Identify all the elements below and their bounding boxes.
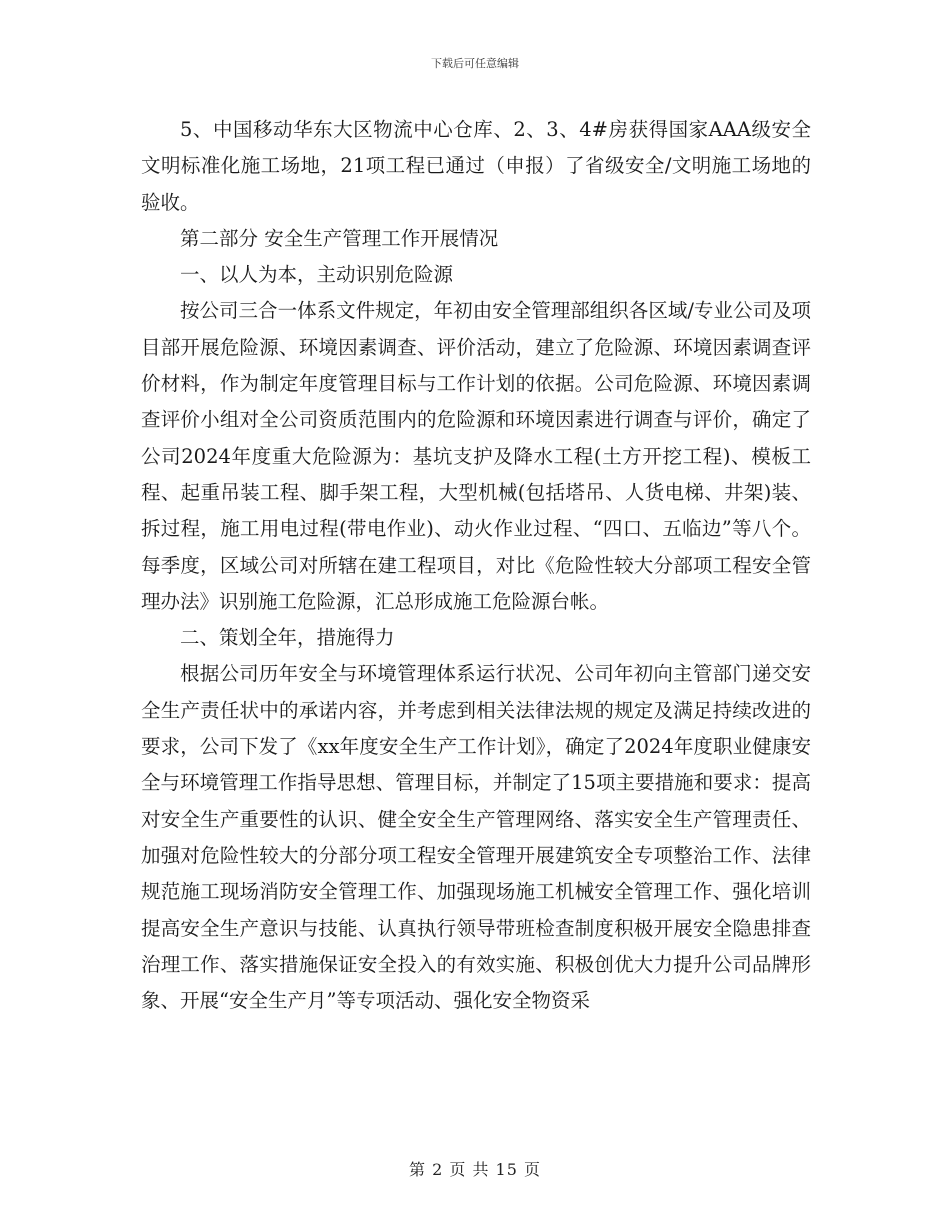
paragraph-hazard-identification: 按公司三合一体系文件规定，年初由安全管理部组织各区域/专业公司及项目部开展危险源、环境因素调查、评价活动，建立了危险源、环境因素调查评价材料，作为制定年度管理目标与工作计划的依据。公司危险源、环境因素调查评价小组对全公司资质范围内的危险源和环境因素进行调查与评价，确定了公司2024年度重大危险源为：基坑支护及降水工程(土方开挖工程)、模板工程、起重吊装工程、脚手架工程，大型机械(包括塔吊、人货电梯、井架)装、拆过程，施工用电过程(带电作业)、动火作业过程、“四口、五临边”等八个。每季度，区域公司对所辖在建工程项目，对比《危险性较大分部项工程安全管理办法》识别施工危险源，汇总形成施工危险源台帐。 <box>141 299 811 613</box>
page-number-footer: 第 2 页 共 15 页 <box>409 1160 541 1179</box>
section-2-heading: 二、策划全年，措施得力 <box>180 626 395 650</box>
part-2-heading: 第二部分 安全生产管理工作开展情况 <box>180 226 499 250</box>
document-body <box>141 112 811 1019</box>
paragraph-achievement-5: 5、中国移动华东大区物流中心仓库、2、3、4#房获得国家AAA级安全文明标准化施工场地，21项工程已通过（申报）了省级安全/文明施工场地的验收。 <box>141 118 811 214</box>
section-1-heading: 一、以人为本，主动识别危险源 <box>180 263 454 287</box>
page-header: 下载后可任意编辑 <box>431 57 519 70</box>
paragraph-annual-plan: 根据公司历年安全与环境管理体系运行状况、公司年初向主管部门递交安全生产责任状中的承诺内容，并考虑到相关法律法规的规定及满足持续改进的要求，公司下发了《xx年度安全生产工作计划》，确定了2024年度职业健康安全与环境管理工作指导思想、管理目标，并制定了15项主要措施和要求：提高对安全生产重要性的认识、健全安全生产管理网络、落实安全生产管理责任、加强对危险性较大的分部分项工程安全管理开展建筑安全专项整治工作、法律规范施工现场消防安全管理工作、加强现场施工机械安全管理工作、强化培训提高安全生产意识与技能、认真执行领导带班检查制度积极开展安全隐患排查治理工作、落实措施保证安全投入的有效实施、积极创优大力提升公司品牌形象、开展“安全生产月”等专项活动、强化安全物资采 <box>141 662 811 1013</box>
